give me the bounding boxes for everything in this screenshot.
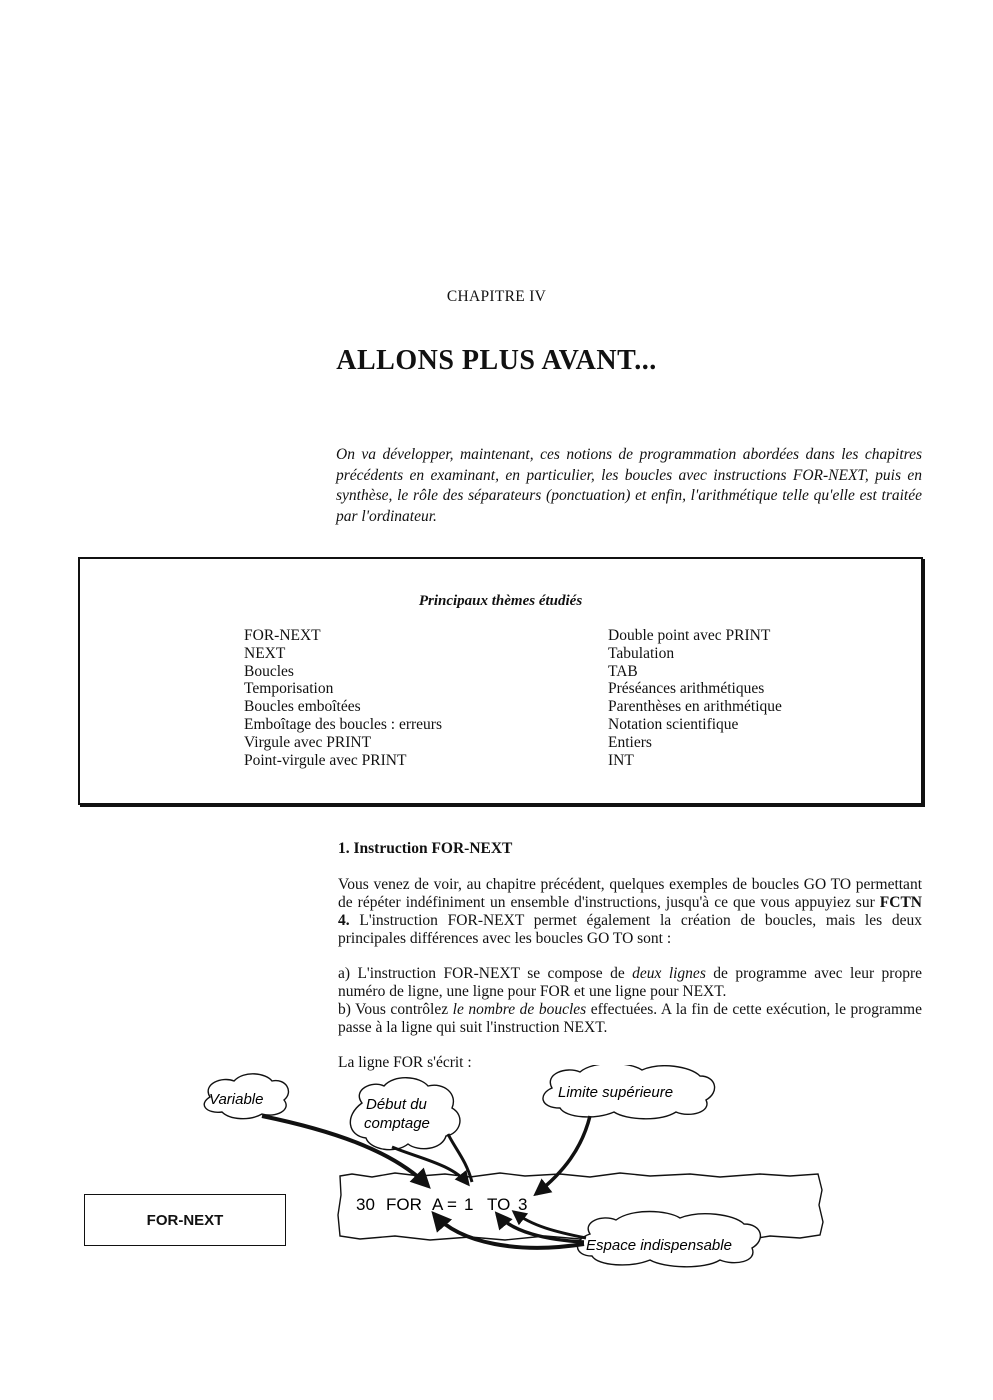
bubble-debut-label-1: Début du: [366, 1096, 427, 1113]
theme-item: Emboîtage des boucles : erreurs: [244, 715, 442, 733]
code-line-number: 30: [356, 1195, 375, 1214]
theme-item: Entiers: [608, 733, 652, 751]
bubble-variable-label: Variable: [209, 1091, 264, 1108]
theme-item: Boucles emboîtées: [244, 698, 361, 716]
code-equals: =: [447, 1195, 457, 1214]
bubble-debut-label-2: comptage: [364, 1115, 430, 1132]
text: Vous venez de voir, au chapitre précédent, quelques exemples de boucles GO TO permettant de répéter indéfiniment un ensemble d'instructions, jusqu'à ce que vous appuyiez sur: [338, 876, 922, 911]
bubble-debut-cloud: [350, 1078, 460, 1150]
text: de programme avec leur propre numéro de ligne, une ligne pour FOR et une ligne pour NEXT.: [338, 965, 922, 1000]
theme-item: NEXT: [244, 644, 286, 662]
bubble-espace-label: Espace indispensable: [586, 1237, 732, 1254]
code-keyword-for: FOR: [386, 1195, 422, 1214]
for-next-label: FOR-NEXT: [146, 1211, 224, 1229]
code-start-value: 1: [464, 1195, 474, 1214]
text: a) L'instruction FOR-NEXT se compose de: [338, 965, 633, 982]
bubble-limite-label: Limite supérieure: [558, 1084, 674, 1101]
themes-title: Principaux thèmes étudiés: [418, 593, 583, 609]
paragraph-point-b: [338, 1001, 922, 1037]
theme-item: INT: [608, 751, 634, 769]
for-line-diagram: [0, 1065, 993, 1295]
theme-item: FOR-NEXT: [244, 627, 321, 644]
code-limit-value: 3: [518, 1195, 528, 1214]
intro-paragraph: On va développer, maintenant, ces notions de programmation abordées dans les chapitres précédents en examinant, en particulier, les boucles avec instructions FOR-NEXT, puis en synthèse, le rôle des séparateurs (ponctuation) et enfin, l'arithmétique telle qu'elle est traitée par l'ordinateur.: [336, 446, 922, 525]
theme-item: Boucles: [244, 662, 294, 680]
chapter-title: ALLONS PLUS AVANT...: [336, 345, 657, 376]
theme-item: Point-virgule avec PRINT: [244, 751, 407, 769]
for-next-label-box: [84, 1194, 286, 1246]
theme-item: Temporisation: [244, 680, 334, 698]
paragraph-point-a: [338, 965, 922, 1001]
theme-item: TAB: [608, 662, 638, 680]
code-keyword-to: TO: [487, 1195, 511, 1214]
themes-list-right: [608, 627, 782, 769]
chapter-label: CHAPITRE IV: [446, 288, 547, 305]
theme-item: Double point avec PRINT: [608, 627, 771, 644]
theme-item: Virgule avec PRINT: [244, 733, 372, 751]
theme-item: Tabulation: [608, 644, 675, 662]
theme-item: Préséances arithmétiques: [608, 680, 765, 698]
paragraph-goto: [338, 876, 922, 948]
text: b) Vous contrôlez: [338, 1001, 453, 1018]
text: L'instruction FOR-NEXT permet également la création de boucles, mais les deux principales différences avec les boucles GO TO sont :: [338, 912, 922, 947]
themes-box: [78, 557, 923, 805]
emphasis: le nombre de boucles: [452, 1001, 587, 1018]
paragraph-for-line: La ligne FOR s'écrit :: [338, 1054, 472, 1071]
text: effectuées. A la fin de cette exécution, le programme passe à la ligne qui suit l'instruction NEXT.: [338, 1001, 922, 1036]
theme-item: Parenthèses en arithmétique: [608, 698, 782, 716]
code-variable: A: [432, 1195, 444, 1214]
emphasis: deux lignes: [632, 965, 706, 982]
section-heading: 1. Instruction FOR-NEXT: [338, 840, 513, 857]
theme-item: Notation scientifique: [608, 715, 739, 733]
themes-list-left: [244, 627, 442, 769]
key-combo: FCTN 4.: [338, 894, 922, 929]
